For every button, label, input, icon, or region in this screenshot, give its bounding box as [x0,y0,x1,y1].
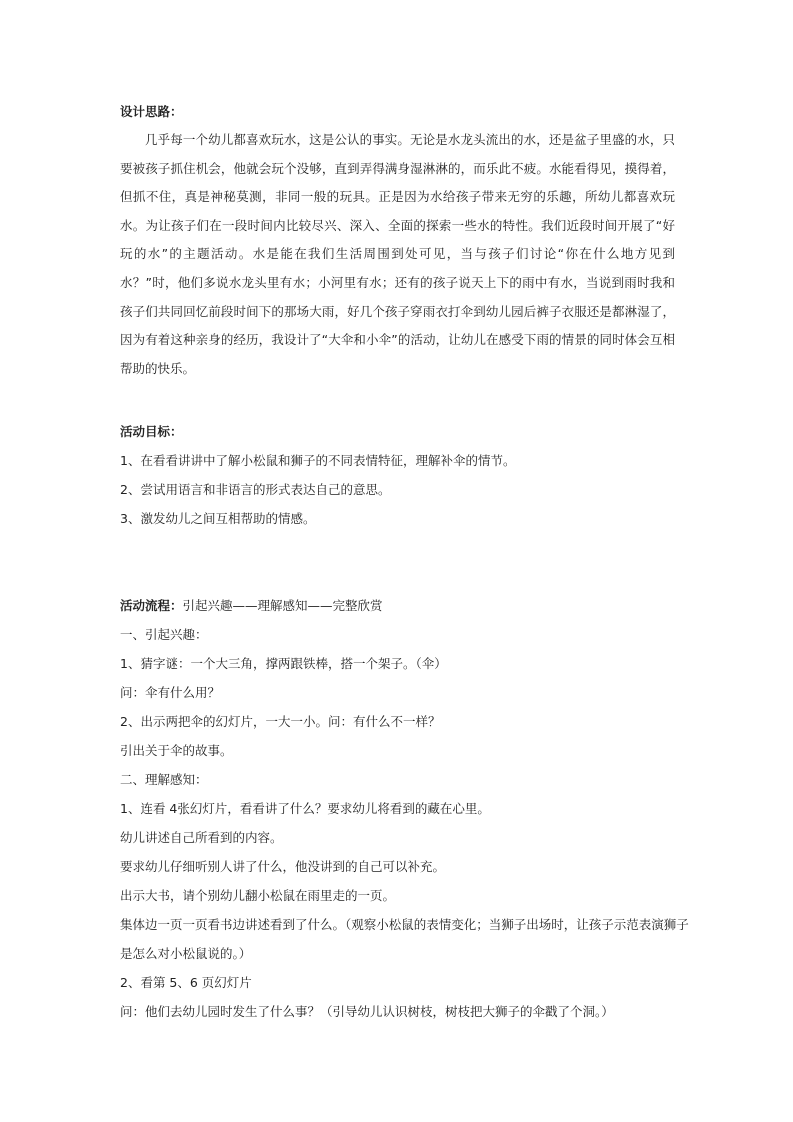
process-line-8: 幼儿讲述自己所看到的内容。 [120,830,283,845]
process-line-1: 一、引起兴趣： [120,627,208,642]
process-line-5: 引出关于伞的故事。 [120,743,233,758]
process-heading-line [120,598,680,614]
process-line-14: 问：他们去幼儿园时发生了什么事？（引导幼儿认识树枝，树枝把大狮子的伞戳了个洞。） [120,1004,614,1019]
goal-item-2: 2、尝试用语言和非语言的形式表达自己的意思。 [120,482,391,497]
design-paragraph: 几乎每一个幼儿都喜欢玩水，这是公认的事实。无论是水龙头流出的水，还是盆子里盛的水，只要被孩子抓住机会，他就会玩个没够，直到弄得满身湿淋淋的，而乐此不疲。水能看得见，摸得着，但抓不住，真是神秘莫测，非同一般的玩具。正是因为水给孩子带来无穷的乐趣，所幼儿都喜欢玩水。为让孩子们在一段时间内比较尽兴、深入、全面的探索一些水的特性。我们近段时间开展了“好玩的水”的主题活动。水是能在我们生活周围到处可见，当与孩子们讨论“你在什么地方见到水？”时，他们多说水龙头里有水；小河里有水；还有的孩子说天上下的雨中有水，当说到雨时我和孩子们共同回忆前段时间下的那场大雨，好几个孩子穿雨衣打伞到幼儿园后裤子衣服还是都淋湿了，因为有着这种亲身的经历，我设计了“大伞和小伞”的活动，让幼儿在感受下雨的情景的同时体会互相帮助的快乐。 [120,132,675,376]
process-line-13: 2、看第 5、6 页幻灯片 [120,975,252,990]
goal-item-1: 1、在看看讲讲中了解小松鼠和狮子的不同表情特征，理解补伞的情节。 [120,453,516,468]
process-line-6: 二、理解感知： [120,772,208,787]
goals-heading: 活动目标： [120,424,183,439]
design-heading: 设计思路： [120,104,183,119]
process-line-9: 要求幼儿仔细听别人讲了什么，他没讲到的自己可以补充。 [120,859,446,874]
process-flow: 引起兴趣——理解感知——完整欣赏 [182,598,383,613]
process-line-12: 是怎么对小松鼠说的。） [120,946,252,961]
process-line-2: 1、猜字谜：一个大三角，撑两跟铁棒，搭一个架子。（伞） [120,656,447,671]
goal-item-3: 3、激发幼儿之间互相帮助的情感。 [120,511,316,526]
process-line-3: 问：伞有什么用？ [120,685,221,700]
process-line-10: 出示大书，请个别幼儿翻小松鼠在雨里走的一页。 [120,888,396,903]
process-line-4: 2、出示两把伞的幻灯片，一大一小。问：有什么不一样？ [120,714,441,729]
process-line-7: 1、连看 4张幻灯片，看看讲了什么？要求幼儿将看到的藏在心里。 [120,801,490,816]
process-line-11: 集体边一页一页看书边讲述看到了什么。（观察小松鼠的表情变化；当狮子出场时，让孩子示范表演狮子 [120,917,689,932]
process-heading: 活动流程： [120,598,183,613]
